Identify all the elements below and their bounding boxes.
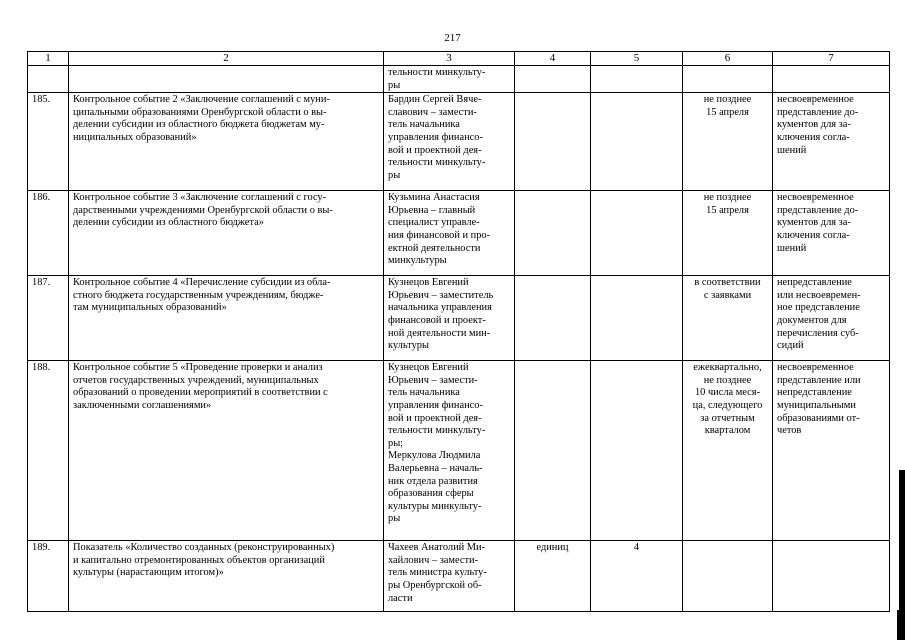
table-row <box>28 361 890 541</box>
unit-cell <box>515 66 591 93</box>
risk-cell <box>773 541 890 612</box>
responsible-cell: Бардин Сергей Вяче- славович – замести- тель начальника управления финансо- вой и проектной дея- тельности минкульту- ры <box>384 93 515 191</box>
row-number: 187. <box>28 276 69 361</box>
row-number: 186. <box>28 191 69 276</box>
event-cell: Контрольное событие 4 «Перечисление субсидии из обла- стного бюджета государственным учреждениям, бюдже- там муниципальных образований» <box>69 276 384 361</box>
deadline-cell <box>683 541 773 612</box>
deadline-cell: в соответствии с заявками <box>683 276 773 361</box>
column-header-3: 3 <box>384 52 515 66</box>
deadline-cell: не позднее 15 апреля <box>683 191 773 276</box>
responsible-cell: Чахеев Анатолий Ми- хайлович – замести- тель министра культу- ры Оренбургской об- ласти <box>384 541 515 612</box>
row-number: 189. <box>28 541 69 612</box>
column-header-1: 1 <box>28 52 69 66</box>
value-cell: 4 <box>591 541 683 612</box>
row-number <box>28 66 69 93</box>
column-number-row <box>28 52 890 66</box>
responsible-cell: Кузнецов Евгений Юрьевич – замести- тель начальника управления финансо- вой и проектной дея- тельности минкульту- ры; Меркулова Людмила Валерьевна – началь- ник отдела развития образования сферы культуры минкульту- ры <box>384 361 515 541</box>
responsible-cell: Кузьмина Анастасия Юрьевна – главный специалист управле- ния финансовой и про- ектной деятельности минкультуры <box>384 191 515 276</box>
risk-cell <box>773 66 890 93</box>
row-number: 185. <box>28 93 69 191</box>
unit-cell <box>515 361 591 541</box>
deadline-cell: не позднее 15 апреля <box>683 93 773 191</box>
unit-cell: единиц <box>515 541 591 612</box>
deadline-cell <box>683 66 773 93</box>
table-row <box>28 93 890 191</box>
unit-cell <box>515 93 591 191</box>
responsible-cell: Кузнецов Евгений Юрьевич – заместитель начальника управления финансовой и проект- ной деятельности мин- культуры <box>384 276 515 361</box>
column-header-6: 6 <box>683 52 773 66</box>
column-header-2: 2 <box>69 52 384 66</box>
value-cell <box>591 191 683 276</box>
column-header-4: 4 <box>515 52 591 66</box>
column-header-7: 7 <box>773 52 890 66</box>
table-row <box>28 276 890 361</box>
table-row <box>28 191 890 276</box>
plan-table <box>27 51 890 612</box>
event-cell <box>69 66 384 93</box>
risk-cell: несвоевременное представление до- кументов для за- ключения согла- шений <box>773 93 890 191</box>
event-cell: Показатель «Количество созданных (реконструированных) и капитально отремонтированных объектов организаций культуры (нарастающим итогом)» <box>69 541 384 612</box>
column-header-5: 5 <box>591 52 683 66</box>
event-cell: Контрольное событие 2 «Заключение соглашений с муни- ципальными образованиями Оренбургской области о вы- делении субсидии из областного бюджета бюджетам му- ниципальных образований» <box>69 93 384 191</box>
value-cell <box>591 93 683 191</box>
unit-cell <box>515 191 591 276</box>
risk-cell: несвоевременное представление или непредставление муниципальными образованиями от- четов <box>773 361 890 541</box>
row-number: 188. <box>28 361 69 541</box>
event-cell: Контрольное событие 3 «Заключение соглашений с госу- дарственными учреждениями Оренбургской области о вы- делении субсидии из областного бюджета» <box>69 191 384 276</box>
page-number: 217 <box>444 32 461 44</box>
scan-edge-mark-lower <box>897 610 905 640</box>
responsible-cell: тельности минкульту- ры <box>384 66 515 93</box>
deadline-cell: ежеквартально, не позднее 10 числа меся- ца, следующего за отчетным кварталом <box>683 361 773 541</box>
value-cell <box>591 66 683 93</box>
risk-cell: несвоевременное представление до- кументов для за- ключения согла- шений <box>773 191 890 276</box>
unit-cell <box>515 276 591 361</box>
event-cell: Контрольное событие 5 «Проведение проверки и анализ отчетов государственных учреждений, муниципальных образований о проведении мероприятий в соответствии с заключенными соглашениями» <box>69 361 384 541</box>
risk-cell: непредставление или несвоевремен- ное представление документов для перечисления суб- сидий <box>773 276 890 361</box>
value-cell <box>591 276 683 361</box>
value-cell <box>591 361 683 541</box>
table-row <box>28 541 890 612</box>
table-row <box>28 66 890 93</box>
